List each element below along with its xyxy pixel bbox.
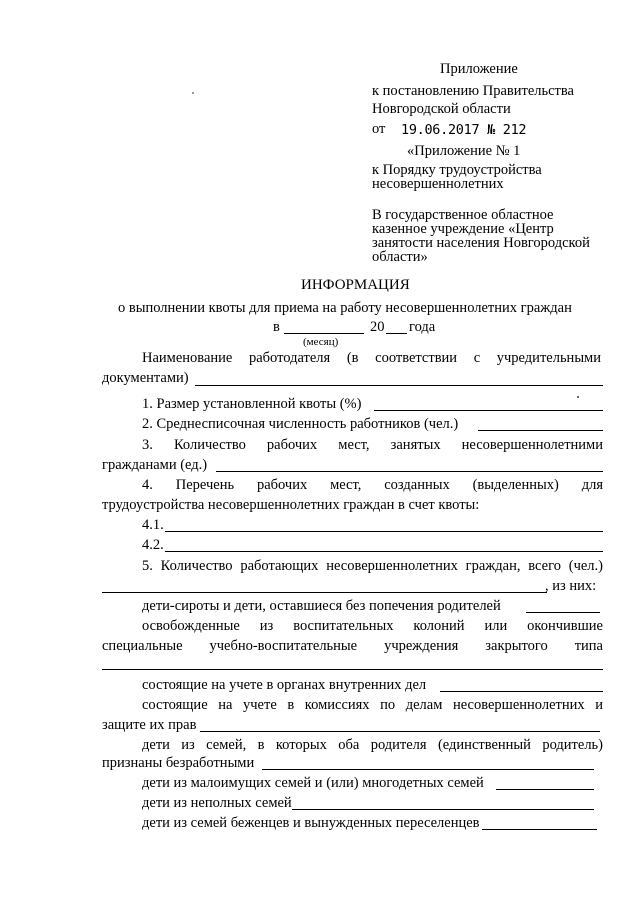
appendix-label: Приложение	[440, 61, 518, 77]
minors-line: несовершеннолетних	[372, 176, 504, 192]
orphans-blank[interactable]	[526, 612, 600, 613]
item42-label: 4.2.	[142, 537, 164, 553]
police-blank[interactable]	[440, 691, 603, 692]
item42-blank[interactable]	[165, 551, 603, 552]
addressee-line2: казенное учреждение «Центр	[372, 221, 554, 237]
addressee-line3: занятости населения Новгородской	[372, 235, 590, 251]
year-suffix: года	[409, 319, 436, 335]
from-label: от	[372, 121, 386, 137]
item2-blank[interactable]	[478, 430, 603, 431]
region-line: Новгородской области	[372, 101, 511, 117]
item3-line1: 3. Количество рабочих мест, занятых несовершеннолетними	[142, 437, 603, 453]
item5-line1: 5. Количество работающих несовершеннолетних граждан, всего (чел.)	[142, 558, 603, 574]
refugees-label: дети из семей беженцев и вынужденных переселенцев	[142, 815, 480, 831]
item41-blank[interactable]	[165, 531, 603, 532]
item5-blank[interactable]	[102, 592, 547, 593]
appendix-no1: «Приложение № 1	[407, 143, 521, 159]
scan-dot	[192, 92, 194, 94]
period-in: в	[273, 319, 280, 335]
released-line1: освобожденные из воспитательных колоний или окончившие	[142, 618, 603, 634]
item1-label: 1. Размер установленной квоты (%)	[142, 396, 362, 412]
resolution-line: к постановлению Правительства	[372, 83, 574, 99]
released-line2: специальные учебно-воспитательные учреждения закрытого типа	[102, 638, 603, 654]
document-subtitle: о выполнении квоты для приема на работу несовершеннолетних граждан	[118, 300, 572, 316]
unemployed-blank[interactable]	[262, 769, 594, 770]
date-number: 19.06.2017 № 212	[401, 122, 527, 138]
lowincome-blank[interactable]	[496, 789, 594, 790]
scan-dot-2	[577, 396, 579, 398]
incomplete-blank[interactable]	[292, 809, 594, 810]
year-prefix: 20	[370, 319, 385, 335]
addressee-line4: области»	[372, 249, 428, 265]
police-label: состоящие на учете в органах внутренних дел	[142, 677, 427, 693]
document-title: ИНФОРМАЦИЯ	[301, 277, 410, 293]
addressee-line1: В государственное областное	[372, 207, 554, 223]
month-caption: (месяц)	[303, 336, 339, 348]
commission-blank[interactable]	[200, 731, 600, 732]
employer-blank[interactable]	[195, 385, 603, 386]
item3-blank[interactable]	[216, 471, 603, 472]
employer-line1: Наименование работодателя (в соответствии с учредительными	[142, 350, 601, 366]
year-blank[interactable]	[386, 333, 407, 334]
item4-line2: трудоустройства несовершеннолетних граждан в счет квоты:	[102, 497, 480, 513]
item41-label: 4.1.	[142, 517, 164, 533]
released-blank[interactable]	[102, 669, 603, 670]
commission-line2: защите их прав	[102, 717, 197, 733]
item5-tail: , из них:	[545, 578, 597, 594]
item3-line2: гражданами (ед.)	[102, 457, 208, 473]
month-blank[interactable]	[284, 333, 364, 334]
refugees-blank[interactable]	[482, 829, 597, 830]
item1-blank[interactable]	[374, 410, 603, 411]
commission-line1: состоящие на учете в комиссиях по делам несовершеннолетних и	[142, 697, 603, 713]
unemployed-line1: дети из семей, в которых оба родителя (единственный родитель)	[142, 737, 603, 753]
item2-label: 2. Среднесписочная численность работников (чел.)	[142, 416, 459, 432]
incomplete-label: дети из неполных семей	[142, 795, 292, 811]
orphans-label: дети-сироты и дети, оставшиеся без попечения родителей	[142, 598, 501, 614]
employer-line2: документами)	[102, 370, 189, 386]
procedure-line: к Порядку трудоустройства	[372, 162, 542, 178]
unemployed-line2: признаны безработными	[102, 755, 255, 771]
item4-line1: 4. Перечень рабочих мест, созданных (выделенных) для	[142, 477, 603, 493]
lowincome-label: дети из малоимущих семей и (или) многодетных семей	[142, 775, 484, 791]
